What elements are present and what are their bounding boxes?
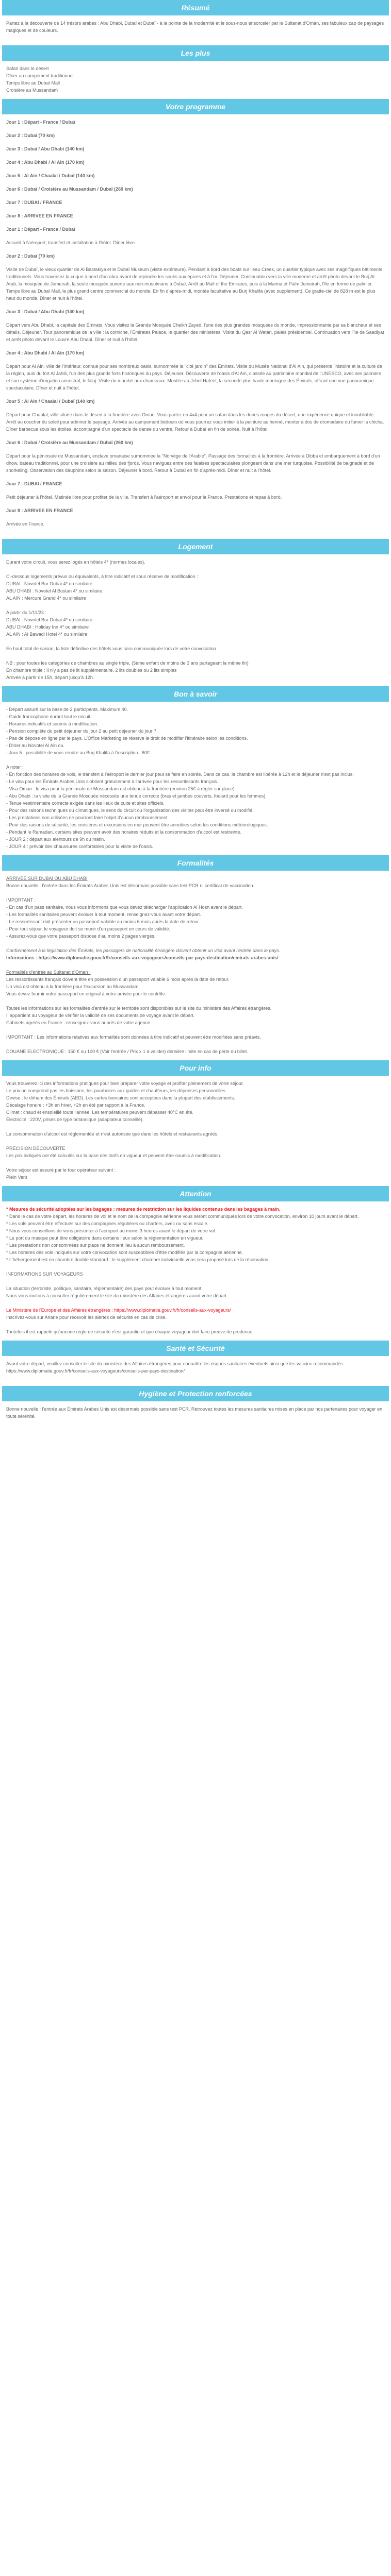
- savoir-line: - Visa Oman : le visa pour la péninsule de Mussandam est obtenu à la frontière (environ 25€ à régler sur place).: [6, 786, 236, 791]
- day-title: Jour 8 : ARRIVEE EN FRANCE: [6, 213, 73, 218]
- attention-line: * Le port du masque peut être obligatoire dans certains lieux selon la réglementation en vigueur.: [6, 1235, 204, 1241]
- attention-line: Inscrivez-vous sur Ariane pour recevoir les alertes de sécurité en cas de crise.: [6, 1315, 167, 1320]
- formalites-line: Cabinets agréés en France : renseignez-vous auprès de votre agence.: [6, 1020, 152, 1025]
- logement-line: A partir du 1/11/23 :: [6, 610, 46, 615]
- section-header-logement: Logement: [2, 539, 389, 554]
- savoir-line: - Pendant le Ramadan, certains sites peuvent avoir des horaires réduits et la consommation d'alcool est restreinte.: [6, 829, 241, 835]
- savoir-line: - Tenue vestimentaire correcte exigée dans les lieux de culte et sites officiels.: [6, 801, 165, 806]
- section-header-formalites: Formalités: [2, 855, 389, 871]
- formalites-line: Bonne nouvelle : l'entrée dans les Émirats Arabes Unis est désormais possible sans test PCR ni certificat de vaccination.: [6, 883, 254, 888]
- day-text: Départ pour Chaalal, ville située dans le désert à la frontière avec Oman. Vous partez en 4x4 pour un safari dans les dunes rouges du désert, une expérience unique et inoubliable. Arrêt au coucher du soleil pour admirer le paysage. Arrivée au campement bédouin où vous pourrez vous initier à la peinture au henné, monter à dos de dromadaire ou fumer la chicha. Dîner barbecue sous les étoiles, accompagné d'un spectacle de danse du ventre. Retour à Dubaï en fin de soirée. Nuit à l'hôtel.: [6, 412, 384, 432]
- section-formalites: [2, 871, 389, 1060]
- day-summary-8: [6, 212, 385, 219]
- section-hygiene: [2, 1401, 389, 1431]
- section-info: [2, 1076, 389, 1186]
- formalites-line: - Assurez-vous que votre passeport dispose d'au moins 2 pages vierges.: [6, 934, 156, 939]
- attention-line: * Les horaires des vols indiqués sur votre convocation sont susceptibles d'être modifiés par la compagnie aérienne.: [6, 1250, 243, 1255]
- day-title: Jour 8 : ARRIVEE EN FRANCE: [6, 508, 73, 513]
- day-title: Jour 7 : DUBAI / FRANCE: [6, 200, 62, 205]
- savoir-line: - Les prestations non utilisées ne pourront faire l'objet d'aucun remboursement.: [6, 815, 169, 820]
- section-savoir: [2, 702, 389, 855]
- formalites-line: - Le ressortissant doit présenter un passeport valable au moins 6 mois après la date de retour.: [6, 919, 200, 924]
- plus-item: Temps libre au Dubaï Mall: [6, 80, 60, 86]
- attention-line: * Les vols peuvent être effectués sur des compagnies régulières ou charters, avec ou sans escale.: [6, 1221, 209, 1226]
- day-text: Départ pour la péninsule de Mussandam, enclave omanaise surnommée la "Norvège de l'Arabie". Passage des formalités à la frontière. Arrivée à Dibba et embarquement à bord d'un dhow, bateau traditionnel, pour une croisière au milieu des fjords. Vous naviguez entre des falaises spectaculaires plongeant dans une mer turquoise. Possibilité de baignade et de snorkeling. Observation des dauphins selon la saison. Déjeuner à bord. Retour à Dubaï en fin d'après-midi. Dîner et nuit à l'hôtel.: [6, 453, 380, 473]
- day-summary-5: [6, 172, 385, 179]
- info-line: Décalage horaire : +3h en hiver, +2h en été par rapport à la France.: [6, 1103, 145, 1108]
- plus-item: Croisière au Mussandam: [6, 88, 58, 93]
- savoir-line: - Pension complète du petit déjeuner du jour 2 au petit déjeuner du jour 7.: [6, 728, 158, 734]
- day-text: Départ vers Abu Dhabi, la capitale des Émirats. Vous visitez la Grande Mosquée Cheikh Zayed, l'une des plus grandes mosquées du monde, impressionnante par sa blancheur et ses détails. Déjeuner. Tour panoramique de la ville : la corniche, l'Emirates Palace, le quartier des ministères. Visite du Qasr Al Watan, palais présidentiel. Continuation vers l'île de Saadiyat et arrêt photo devant le Louvre Abu Dhabi. Dîner et nuit à l'hôtel.: [6, 323, 384, 342]
- savoir-line: - Abu Dhabi : la visite de la Grande Mosquée nécessite une tenue correcte (bras et jambes couverts, foulard pour les femmes).: [6, 793, 267, 799]
- day-title: Jour 1 : Départ - France / Dubaï: [6, 227, 75, 232]
- logement-line: En chambre triple : Il n'y a pas de lit supplémentaire, 2 lits doubles ou 2 lits simples: [6, 668, 177, 673]
- day-text: Petit déjeuner à l'hôtel. Matinée libre pour profiter de la ville. Transfert à l'aéroport et envol pour la France. Prestations et repas à bord.: [6, 495, 282, 500]
- attention-line: * Mesures de sécurité adoptées sur les bagages : mesures de restriction sur les liquides contenus dans les bagages à main.: [6, 1207, 281, 1212]
- logement-line: Ci-dessous logements prévus ou équivalents, à titre indicatif et sous réserve de modification :: [6, 574, 198, 579]
- section-attention: [2, 1201, 389, 1341]
- day-detail-6: [6, 439, 385, 474]
- savoir-line: A noter :: [6, 765, 24, 770]
- section-header-hygiene: Hygiène et Protection renforcées: [2, 1386, 389, 1401]
- formalites-heading: Formalités d'entrée au Sultanat d'Oman :: [6, 970, 91, 975]
- section-header-savoir: Bon à savoir: [2, 686, 389, 702]
- attention-link[interactable]: Le Ministère de l'Europe et des Affaires étrangères : https://www.diplomatie.gouv.fr/fr/conseils-aux-voyageurs/: [6, 1308, 231, 1313]
- day-text: Arrivée en France.: [6, 521, 45, 527]
- day-detail-5: [6, 398, 385, 433]
- formalites-line: Il appartient au voyageur de vérifier la validité de ses documents de voyage avant le départ.: [6, 1013, 195, 1018]
- logement-line: ABU DHABI : Novotel Al Bustan 4* ou similaire: [6, 588, 103, 594]
- day-summary-6: [6, 185, 385, 193]
- attention-line: Toutefois il est rappelé qu'aucune règle de sécurité n'est garantie et que chaque voyageur doit faire preuve de prudence.: [6, 1329, 254, 1334]
- sante-text: Avant votre départ, veuillez consulter le site du ministère des Affaires étrangères pour connaître les risques sanitaires éventuels ainsi que les vaccins recommandés : https://www.diplomatie.gouv.fr/fr/conseils-aux-voyageurs/conseils-par-pays-destination/: [6, 1361, 346, 1374]
- savoir-line: - Pas de dépose en ligne par le pays. L'Office Marketing se réserve le droit de modifier l'itinéraire selon les conditions.: [6, 736, 248, 741]
- formalites-link[interactable]: Informations : https://www.diplomatie.gouv.fr/fr/conseils-aux-voyageurs/conseils-par-pays-destination/emirats-arabes-unis/: [6, 955, 279, 960]
- savoir-line: - Jour 5 : possibilité de vous rendre au Burj Khalifa à l'inscription : 60€.: [6, 750, 151, 755]
- info-line: Les prix indiqués ont été calculés sur la base des tarifs en vigueur et peuvent être soumis à modification.: [6, 1153, 221, 1158]
- day-summary-2: [6, 132, 385, 139]
- day-title: Jour 3 : Dubaï / Abu Dhabi (140 km): [6, 309, 85, 314]
- logement-line: DUBAI : Novotel Bur Dubai 4* ou similaire: [6, 581, 93, 586]
- day-title: Jour 1 : Départ - France / Dubaï: [6, 120, 75, 125]
- day-text: Accueil à l'aéroport, transfert et installation à l'hôtel. Dîner libre.: [6, 240, 136, 245]
- formalites-line: - En cas d'un pass sanitaire, nous vous informons que vous devez télécharger l'application Al Hosn avant le départ.: [6, 905, 243, 910]
- formalites-heading: ARRIVEE SUR DUBAI OU ABU DHABI: [6, 876, 88, 881]
- section-header-resume: Résumé: [2, 0, 389, 15]
- info-line: Climat : chaud et ensoleillé toute l'année. Les températures peuvent dépasser 40°C en été.: [6, 1110, 194, 1115]
- logement-line: ABU DHABI : Holiday Inn 4* ou similaire: [6, 624, 89, 630]
- attention-line: * Nous vous conseillons de vous présenter à l'aéroport au moins 3 heures avant le départ de votre vol.: [6, 1228, 217, 1233]
- day-title: Jour 6 : Dubaï / Croisière au Mussandam / Dubaï (260 km): [6, 187, 133, 192]
- day-detail-1: [6, 226, 385, 246]
- savoir-line: - Pour des raisons de sécurité, les croisières et excursions en mer peuvent être annulées selon les conditions météorologiques.: [6, 822, 268, 827]
- operator-name: Plein Vent: [6, 1175, 27, 1180]
- day-detail-7: [6, 480, 385, 501]
- day-detail-4: [6, 349, 385, 392]
- savoir-line: - Pour des raisons techniques ou climatiques, le sens du circuit ou l'organisation des visites peut être inversé ou modifié.: [6, 808, 254, 813]
- savoir-line: - JOUR 2 : départ aux alentours de 9h du matin.: [6, 837, 105, 842]
- attention-line: * Dans le cas de votre départ, les horaires de vol et le nom de la compagnie aérienne vous seront communiqués lors de votre convocation, environ 10 jours avant le départ.: [6, 1214, 359, 1219]
- day-title: Jour 5 : Al Ain / Chaalal / Dubaï (140 km): [6, 399, 95, 404]
- plus-item: Dîner au campement traditionnel: [6, 73, 74, 78]
- formalites-line: DOUANE ELECTRONIQUE : 150 € ou 100 € (Voir l'entrée / Prix x 1 à valider) dernière limite en cas de perte du billet.: [6, 1049, 248, 1054]
- plus-item: Safari dans le désert: [6, 66, 49, 71]
- info-heading: PRÉCISION DÉCOUVERTE: [6, 1146, 66, 1151]
- day-text: Visite de Dubaï, le vieux quartier de Al Bastakiya et le Dubaï Museum (visite extérieure). Pendant à bord des boats sur l'eau Creek, un quartier typique avec ses magnifiques bâtiments traditionnels. Vous traversez la crique à bord d'un abra avant de rejoindre les souks aux épices et à l'or. Déjeuner. Continuation vers la ville moderne et arrêt photo devant le Burj Al Arab, la mosquée de Jumeirah, la seule mosquée ouverte aux non-musulmans à Dubaï. Arrêt au Mall of the Emirates, puis à la Marina et Palm Jumeirah, l'île en forme de palmier. Temps libre au Dubaï Mall, le plus grand centre commercial du monde. En fin d'après-midi, montée facultative au Burj Khalifa (avec supplément). Ce gratte-ciel de 828 m est le plus haut du monde. Dîner et nuit à l'hôtel.: [6, 267, 382, 301]
- section-header-attention: Attention: [2, 1186, 389, 1201]
- day-detail-3: [6, 308, 385, 343]
- section-header-info: Pour info: [2, 1060, 389, 1076]
- formalites-line: Conformément à la législation des Émirats, les passagers de nationalité étrangère doivent obtenir un visa avant l'entrée dans le pays.: [6, 948, 281, 953]
- formalites-line: Toutes les informations sur les formalités d'entrée sur le territoire sont disponibles sur le site du ministère des Affaires étrangères.: [6, 1006, 272, 1011]
- logement-line: AL AIN : Mercure Grand 4* ou similaire: [6, 596, 86, 601]
- formalites-line: IMPORTANT :: [6, 897, 36, 903]
- day-summary-4: [6, 159, 385, 166]
- section-logement: [2, 554, 389, 686]
- logement-line: AL AIN : Al Bawadi Hotel 4* ou similaire: [6, 632, 88, 637]
- attention-line: Nous vous invitons à consulter régulièrement le site du ministère des Affaires étrangères avant votre départ.: [6, 1293, 228, 1298]
- day-summary-1: [6, 118, 385, 126]
- formalites-line: - Les formalités sanitaires peuvent évoluer à tout moment, renseignez-vous avant votre départ.: [6, 912, 201, 917]
- section-plus: [2, 61, 389, 99]
- attention-heading: INFORMATIONS SUR VOYAGEURS: [6, 1272, 83, 1277]
- savoir-line: - JOUR 4 : prévoir des chaussures confortables pour la visite de l'oasis.: [6, 844, 153, 849]
- savoir-line: - En fonction des horaires de vols, le transfert à l'aéroport le dernier jour peut se faire en soirée. Dans ce cas, la chambre est libérée à 12h et le déjeuner n'est pas inclus.: [6, 772, 354, 777]
- day-summary-3: [6, 145, 385, 152]
- section-header-plus: Les plus: [2, 45, 389, 61]
- day-summary-7: [6, 199, 385, 206]
- savoir-line: - Horaires indicatifs et soumis à modification.: [6, 721, 99, 726]
- info-line: Devise : le dirham des Émirats (AED). Les cartes bancaires sont acceptées dans la plupart des établissements.: [6, 1095, 235, 1100]
- day-title: Jour 2 : Dubaï (70 km): [6, 133, 55, 138]
- formalites-line: IMPORTANT : Les informations relatives aux formalités sont données à titre indicatif et peuvent être modifiées sans préavis.: [6, 1035, 261, 1040]
- logement-line: NB : pour toutes les catégories de chambres au single triple, (5ème enfant de moins de 3 ans partageant la même fin): [6, 660, 249, 666]
- info-line: Électricité : 220V, prises de type britannique (adaptateur conseillé).: [6, 1117, 144, 1122]
- savoir-line: - Départ assuré sur la base de 2 participants. Maximum 40.: [6, 707, 128, 712]
- day-title: Jour 4 : Abu Dhabi / Al Ain (170 km): [6, 160, 85, 165]
- day-title: Jour 4 : Abu Dhabi / Al Ain (170 km): [6, 350, 85, 355]
- logement-line: En haut total de saison, la liste définitive des hôtels vous sera communiquée lors de votre convocation.: [6, 646, 218, 651]
- savoir-line: - Le visa pour les Émirats Arabes Unis s'obtient gratuitement à l'arrivée pour les ressortissants français.: [6, 779, 219, 784]
- attention-line: * L'hébergement est en chambre double standard ; le supplément chambre individuelle vous sera proposé lors de la réservation.: [6, 1257, 270, 1262]
- section-resume: [2, 15, 389, 45]
- section-header-sante: Santé et Sécurité: [2, 1341, 389, 1356]
- formalites-line: Les ressortissants français doivent être en possession d'un passeport valable 6 mois après la date de retour.: [6, 977, 230, 982]
- section-sante: [2, 1356, 389, 1386]
- resume-text: Partez à la découverte de 14 trésors arabes : Abu Dhabi, Dubaï et Dubaï - à la pointe de la modernité et le sous-nous ensorceler par le Sultanat d'Oman, ses fabuleux cap de paysages magiques et de couleurs.: [6, 21, 384, 33]
- info-line: Votre séjour est assuré par le tour opérateur suivant :: [6, 1167, 116, 1173]
- day-title: Jour 3 : Dubaï / Abu Dhabi (140 km): [6, 146, 85, 151]
- section-header-programme: Votre programme: [2, 99, 389, 114]
- day-text: Départ pour Al Ain, ville de l'intérieur, connue pour ses nombreux oasis, surnommée la "cité jardin" des Émirats. Visite du Musée National d'Al Ain, qui présente l'histoire et la culture de la région, puis du fort Al Jahili, l'un des plus grands forts historiques du pays. Déjeuner. Découverte de l'oasis d'Al Ain, classée au patrimoine mondial de l'UNESCO, avec ses palmiers et son système d'irrigation ancestral, le falaj. Visite du marché aux chameaux. Montée au Jebel Hafeet, la seconde plus haute montagne des Émirats, offrant une vue panoramique spectaculaire. Dîner et nuit à l'hôtel.: [6, 364, 382, 391]
- section-programme: [2, 114, 389, 539]
- attention-line: La situation (terroriste, politique, sanitaire, réglementaire) des pays peut évoluer à tout moment.: [6, 1286, 203, 1291]
- attention-line: * Les prestations non consommées sur place ne donnent lieu à aucun remboursement.: [6, 1243, 185, 1248]
- info-line: La consommation d'alcool est réglementée et n'est autorisée que dans les hôtels et restaurants agréés.: [6, 1131, 219, 1137]
- info-line: Le prix ne comprend pas les boissons, les pourboires aux guides et chauffeurs, les dépenses personnelles.: [6, 1088, 227, 1093]
- day-title: Jour 5 : Al Ain / Chaalal / Dubaï (140 km): [6, 173, 95, 178]
- info-line: Vous trouverez ici des informations pratiques pour bien préparer votre voyage et profiter pleinement de votre séjour.: [6, 1081, 244, 1086]
- formalites-line: Un visa est obtenu à la frontière pour l'excursion au Mussandam.: [6, 984, 140, 989]
- day-detail-2: [6, 252, 385, 302]
- logement-line: Arrivée à partir de 15h, départ jusqu'à 12h.: [6, 675, 94, 680]
- day-detail-8: [6, 507, 385, 528]
- formalites-line: - Pour tout séjour, le voyageur doit se munir d'un passeport en cours de validité.: [6, 926, 170, 931]
- savoir-line: - Guide francophone durant tout le circuit.: [6, 714, 92, 719]
- hygiene-text: Bonne nouvelle : l'entrée aux Émirats Arabes Unis est désormais possible sans test PCR. Retrouvez toutes les mesures sanitaires mises en place par nos partenaires pour voyager en toute sérénité.: [6, 1406, 383, 1419]
- logement-line: Durant votre circuit, vous serez logés en hôtels 4* (normes locales).: [6, 560, 145, 565]
- formalites-line: Vous devez fournir votre passeport en original à votre arrivée pour le contrôle.: [6, 991, 167, 996]
- day-title: Jour 6 : Dubaï / Croisière au Mussandam / Dubaï (260 km): [6, 440, 133, 445]
- day-title: Jour 7 : DUBAI / FRANCE: [6, 481, 62, 486]
- day-title: Jour 2 : Dubaï (70 km): [6, 253, 55, 259]
- logement-line: DUBAI : Novotel Bur Dubai 4* ou similaire: [6, 617, 93, 622]
- savoir-line: - Dîner au Novotel Al Ain ou.: [6, 743, 65, 748]
